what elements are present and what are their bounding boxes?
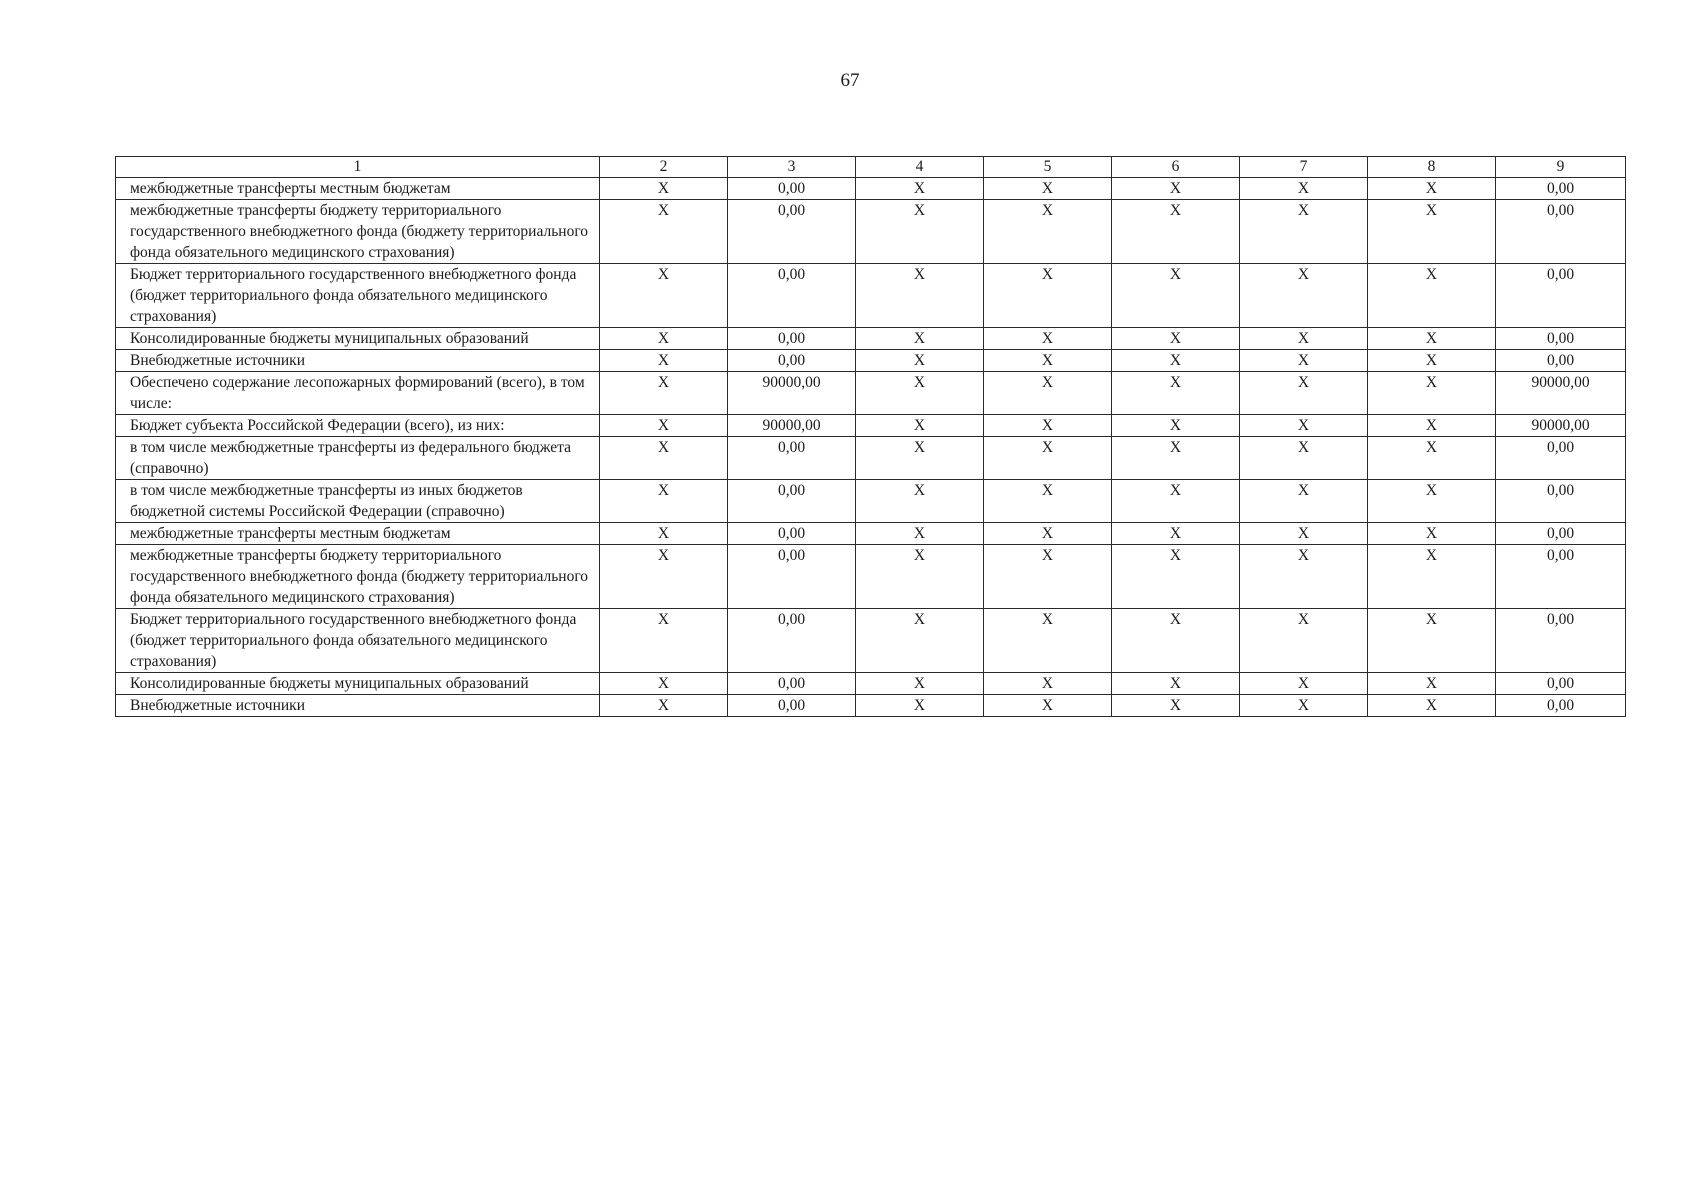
- table-cell: X: [984, 415, 1112, 437]
- table-cell: 0,00: [728, 350, 856, 372]
- table-header: [116, 157, 1626, 178]
- table-cell: X: [600, 200, 728, 264]
- table-cell: X: [600, 480, 728, 523]
- table-cell: X: [1112, 523, 1240, 545]
- table-cell: 0,00: [1496, 437, 1626, 480]
- table-cell: 90000,00: [728, 372, 856, 415]
- table-row: [116, 415, 1626, 437]
- table-cell: X: [1368, 200, 1496, 264]
- table-cell: X: [1112, 200, 1240, 264]
- table-cell: X: [1368, 545, 1496, 609]
- table-row: [116, 200, 1626, 264]
- table-cell: X: [856, 264, 984, 328]
- table-cell: X: [984, 545, 1112, 609]
- header-row: [116, 157, 1626, 178]
- table-cell: 0,00: [728, 523, 856, 545]
- table-cell: 90000,00: [1496, 372, 1626, 415]
- table-cell: X: [1240, 609, 1368, 673]
- table-cell: 0,00: [1496, 609, 1626, 673]
- table-cell: X: [856, 350, 984, 372]
- table-cell: X: [600, 673, 728, 695]
- table-cell: X: [1240, 673, 1368, 695]
- table-cell: X: [1240, 545, 1368, 609]
- table-cell: X: [1368, 695, 1496, 717]
- table-cell: X: [1240, 480, 1368, 523]
- table-cell: 0,00: [728, 609, 856, 673]
- table-row: [116, 523, 1626, 545]
- table-cell: 0,00: [728, 178, 856, 200]
- table-cell: X: [600, 695, 728, 717]
- table-cell: X: [600, 350, 728, 372]
- table-cell: 0,00: [1496, 523, 1626, 545]
- table-cell: X: [600, 328, 728, 350]
- table-cell: X: [856, 200, 984, 264]
- column-header: 3: [728, 157, 856, 178]
- table-cell: X: [600, 415, 728, 437]
- table-cell: 90000,00: [728, 415, 856, 437]
- table-cell: 0,00: [728, 200, 856, 264]
- table-cell: X: [856, 609, 984, 673]
- table-cell: X: [600, 372, 728, 415]
- table-cell: X: [984, 200, 1112, 264]
- row-label: Бюджет субъекта Российской Федерации (всего), из них:: [116, 415, 600, 437]
- table-cell: 0,00: [1496, 673, 1626, 695]
- table-cell: X: [1368, 264, 1496, 328]
- table-cell: X: [1240, 695, 1368, 717]
- table-cell: X: [856, 545, 984, 609]
- table-row: [116, 178, 1626, 200]
- table-cell: X: [984, 437, 1112, 480]
- table-cell: X: [1112, 178, 1240, 200]
- table-cell: X: [984, 673, 1112, 695]
- table-cell: X: [984, 609, 1112, 673]
- table-cell: X: [1368, 673, 1496, 695]
- row-label: в том числе межбюджетные трансферты из федерального бюджета (справочно): [116, 437, 600, 480]
- table-cell: 0,00: [728, 264, 856, 328]
- table-cell: X: [1368, 372, 1496, 415]
- table-cell: X: [600, 523, 728, 545]
- table-cell: X: [1368, 480, 1496, 523]
- table-cell: X: [600, 178, 728, 200]
- column-header: 5: [984, 157, 1112, 178]
- table-body: [116, 178, 1626, 717]
- table-cell: X: [1112, 695, 1240, 717]
- table-cell: 0,00: [1496, 328, 1626, 350]
- table-cell: X: [984, 328, 1112, 350]
- table-cell: X: [1368, 350, 1496, 372]
- table-cell: X: [856, 437, 984, 480]
- table-cell: X: [600, 437, 728, 480]
- column-header: 6: [1112, 157, 1240, 178]
- table-cell: X: [1240, 264, 1368, 328]
- table-cell: X: [856, 372, 984, 415]
- column-header: 8: [1368, 157, 1496, 178]
- table-cell: X: [1368, 415, 1496, 437]
- table-cell: 0,00: [728, 545, 856, 609]
- table-cell: X: [1240, 328, 1368, 350]
- table-row: [116, 545, 1626, 609]
- table-row: [116, 673, 1626, 695]
- table-cell: 0,00: [1496, 480, 1626, 523]
- table-cell: 0,00: [1496, 178, 1626, 200]
- table-cell: X: [856, 695, 984, 717]
- page-number: 67: [840, 70, 860, 91]
- row-label: в том числе межбюджетные трансферты из иных бюджетов бюджетной системы Российской Федерации (справочно): [116, 480, 600, 523]
- table-cell: X: [856, 328, 984, 350]
- row-label: Внебюджетные источники: [116, 695, 600, 717]
- table-cell: X: [600, 545, 728, 609]
- column-header: 9: [1496, 157, 1626, 178]
- table-cell: X: [984, 350, 1112, 372]
- table-cell: X: [1112, 415, 1240, 437]
- table-row: [116, 437, 1626, 480]
- table-cell: 0,00: [1496, 200, 1626, 264]
- table-cell: X: [1368, 523, 1496, 545]
- table-cell: X: [856, 523, 984, 545]
- table-cell: X: [1112, 350, 1240, 372]
- row-label: Внебюджетные источники: [116, 350, 600, 372]
- column-header: 4: [856, 157, 984, 178]
- table-cell: 0,00: [1496, 695, 1626, 717]
- table-cell: X: [1112, 480, 1240, 523]
- table-row: [116, 695, 1626, 717]
- table-cell: X: [856, 673, 984, 695]
- table-cell: 0,00: [1496, 264, 1626, 328]
- column-header: 1: [116, 157, 600, 178]
- table-cell: 0,00: [1496, 545, 1626, 609]
- row-label: межбюджетные трансферты бюджету территориального государственного внебюджетного фонда (бюджету территориального фонда обязательного медицинского страхования): [116, 545, 600, 609]
- table-row: [116, 609, 1626, 673]
- row-label: межбюджетные трансферты бюджету территориального государственного внебюджетного фонда (бюджету территориального фонда обязательного медицинского страхования): [116, 200, 600, 264]
- column-header: 7: [1240, 157, 1368, 178]
- table-cell: 0,00: [1496, 350, 1626, 372]
- table-cell: X: [1112, 437, 1240, 480]
- table-cell: X: [1240, 350, 1368, 372]
- table-cell: 90000,00: [1496, 415, 1626, 437]
- table-cell: X: [1240, 437, 1368, 480]
- table-cell: X: [1112, 545, 1240, 609]
- table-cell: 0,00: [728, 437, 856, 480]
- table-cell: X: [984, 178, 1112, 200]
- table-cell: 0,00: [728, 480, 856, 523]
- table-cell: 0,00: [728, 695, 856, 717]
- table-cell: X: [1368, 178, 1496, 200]
- table-row: [116, 264, 1626, 328]
- table-row: [116, 328, 1626, 350]
- table-cell: X: [600, 609, 728, 673]
- table-cell: X: [1112, 264, 1240, 328]
- table-cell: X: [984, 523, 1112, 545]
- row-label: Бюджет территориального государственного внебюджетного фонда (бюджет территориального фонда обязательного медицинского страхования): [116, 609, 600, 673]
- table-cell: X: [1368, 328, 1496, 350]
- table-cell: X: [600, 264, 728, 328]
- row-label: Консолидированные бюджеты муниципальных образований: [116, 328, 600, 350]
- table-cell: X: [856, 480, 984, 523]
- table-cell: X: [984, 695, 1112, 717]
- table-row: [116, 350, 1626, 372]
- table-cell: X: [856, 415, 984, 437]
- table-cell: X: [1240, 415, 1368, 437]
- row-label: межбюджетные трансферты местным бюджетам: [116, 178, 600, 200]
- table-cell: X: [984, 480, 1112, 523]
- row-label: Бюджет территориального государственного внебюджетного фонда (бюджет территориального фонда обязательного медицинского страхования): [116, 264, 600, 328]
- table-cell: X: [984, 264, 1112, 328]
- table-cell: 0,00: [728, 328, 856, 350]
- table-cell: X: [1240, 372, 1368, 415]
- table-cell: X: [984, 372, 1112, 415]
- row-label: межбюджетные трансферты местным бюджетам: [116, 523, 600, 545]
- row-label: Консолидированные бюджеты муниципальных образований: [116, 673, 600, 695]
- row-label: Обеспечено содержание лесопожарных формирований (всего), в том числе:: [116, 372, 600, 415]
- table-cell: X: [1240, 523, 1368, 545]
- column-header: 2: [600, 157, 728, 178]
- table-row: [116, 480, 1626, 523]
- table-cell: X: [1240, 200, 1368, 264]
- table-cell: X: [856, 178, 984, 200]
- table-row: [116, 372, 1626, 415]
- table-cell: X: [1112, 609, 1240, 673]
- table-cell: X: [1240, 178, 1368, 200]
- table-cell: X: [1112, 372, 1240, 415]
- table-cell: X: [1112, 328, 1240, 350]
- table-cell: 0,00: [728, 673, 856, 695]
- budget-table: [115, 156, 1626, 717]
- table-cell: X: [1368, 609, 1496, 673]
- table-cell: X: [1112, 673, 1240, 695]
- table-cell: X: [1368, 437, 1496, 480]
